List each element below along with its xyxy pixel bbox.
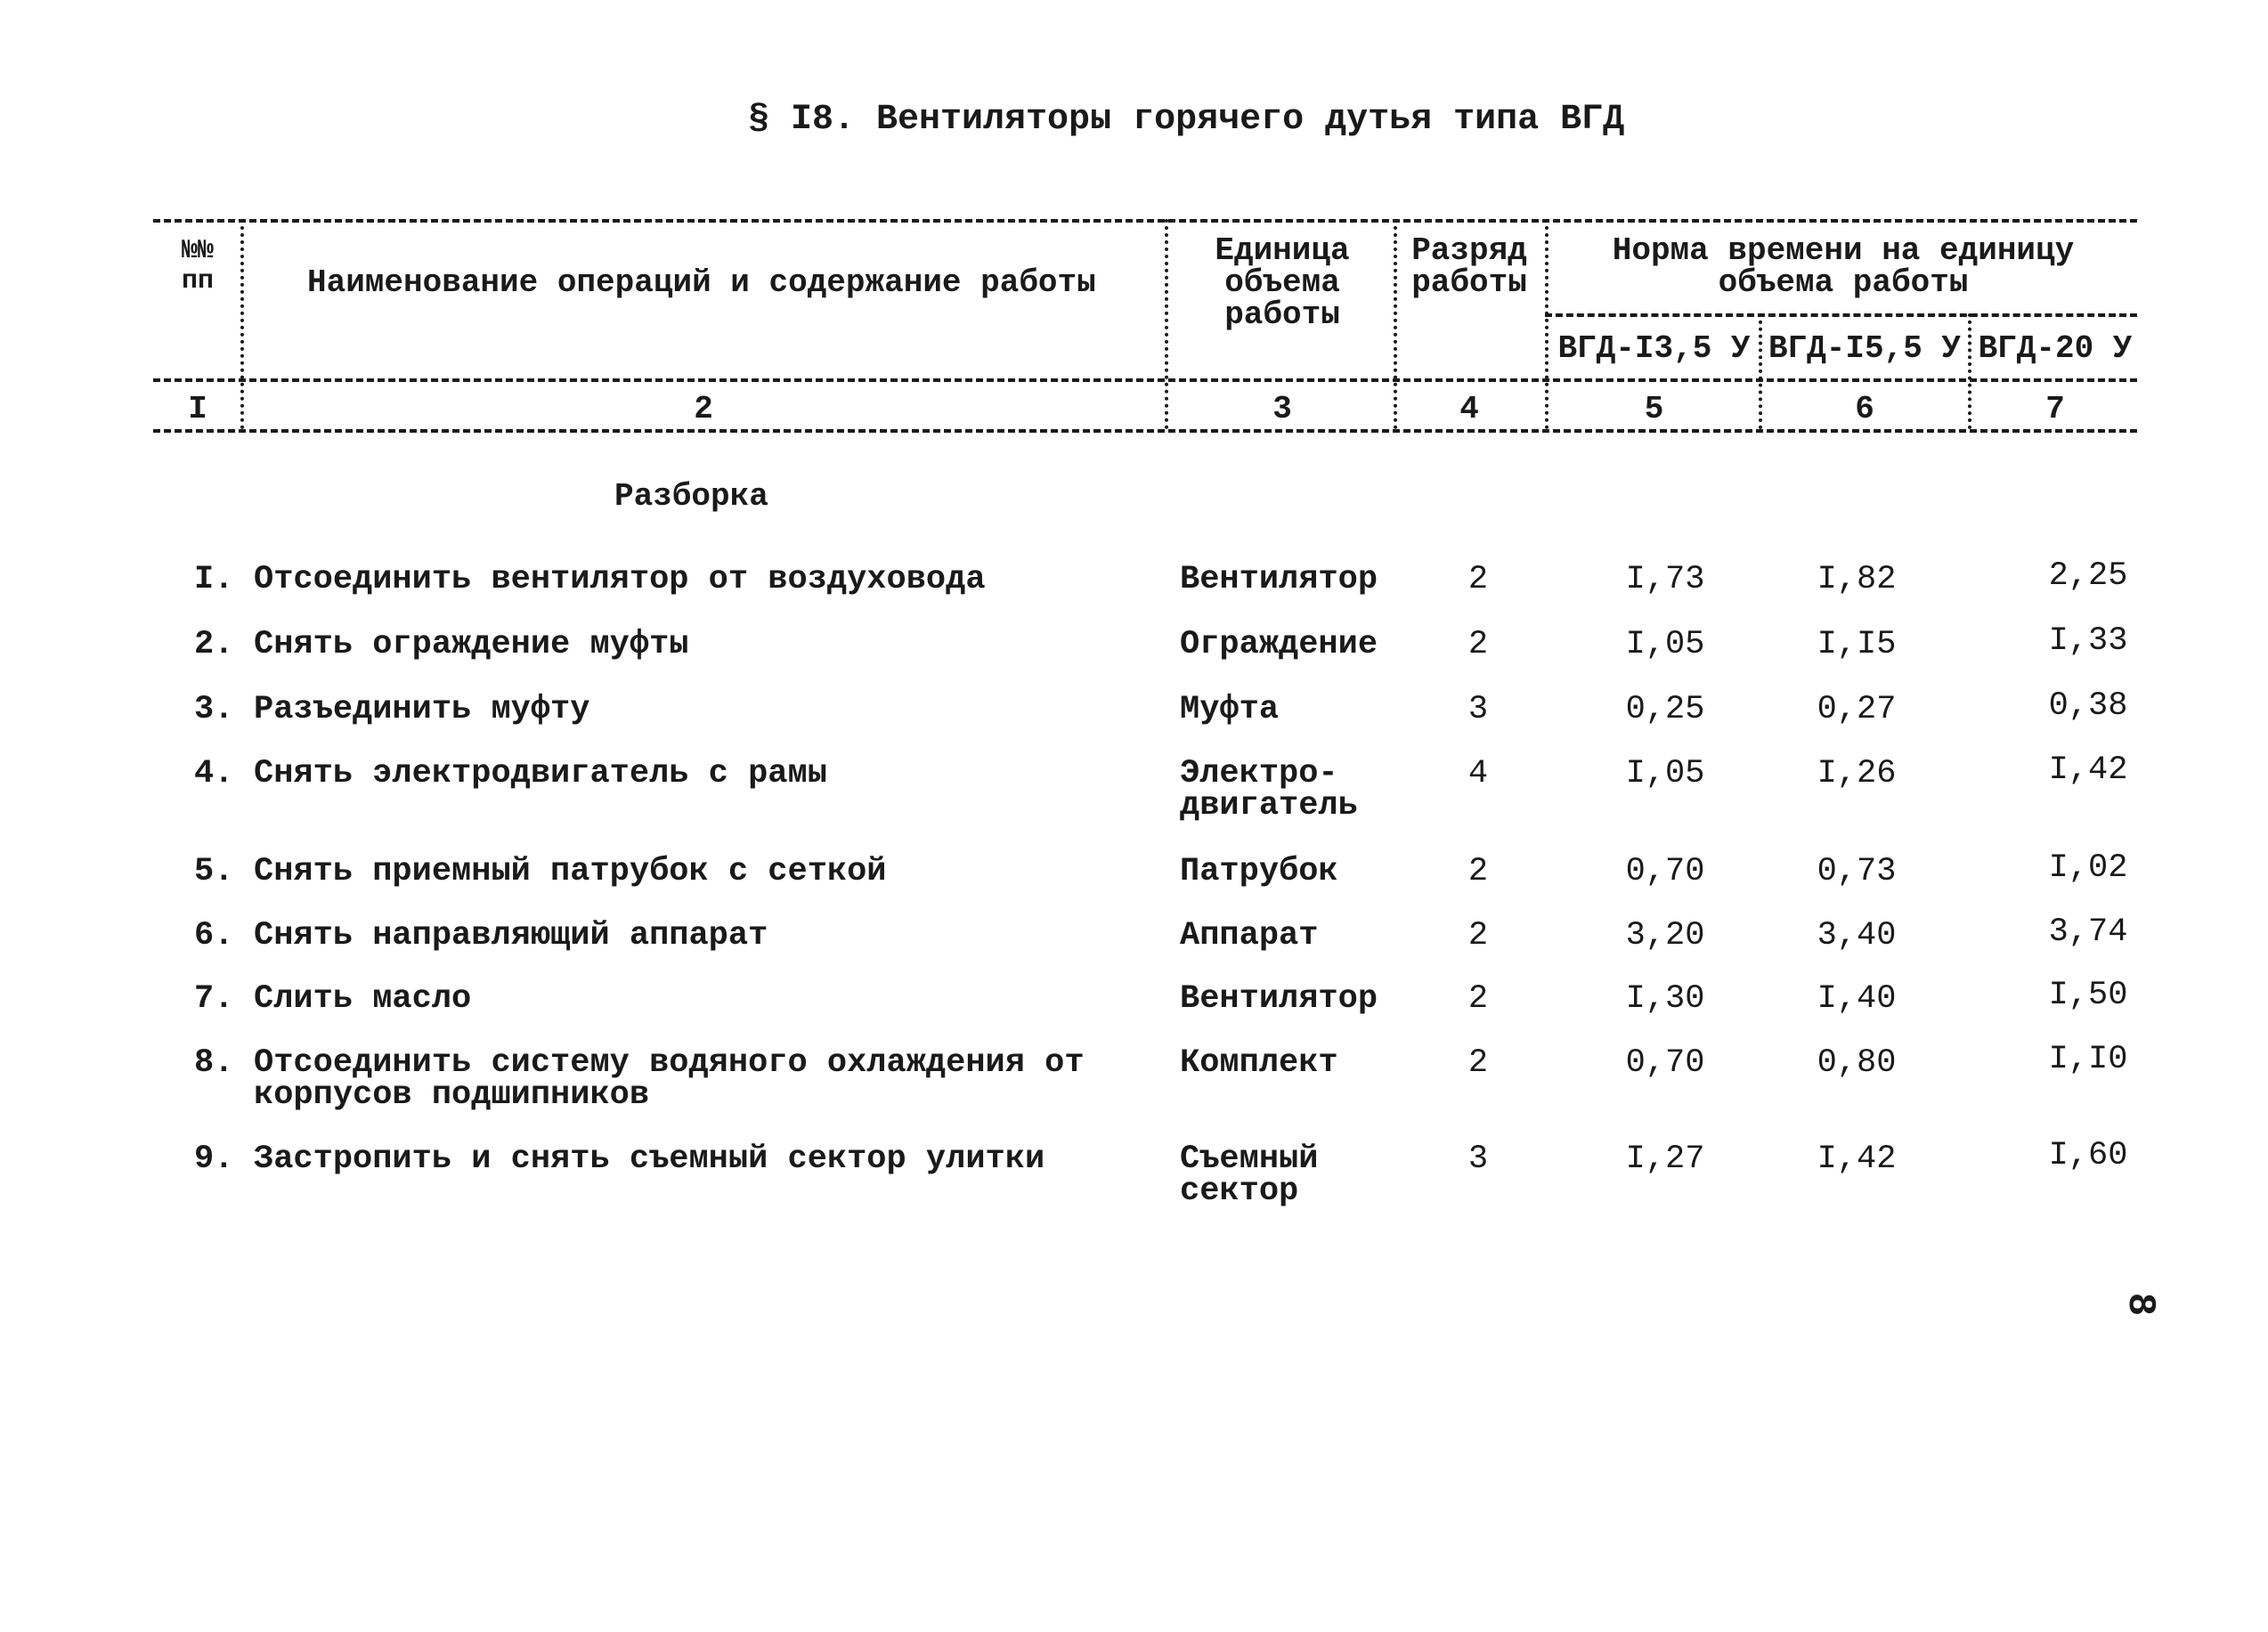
grade-value: 4 <box>1467 755 1489 792</box>
header-model-2: ВГД-I5,5 У <box>1768 330 1962 367</box>
operation-text: Слить масло <box>254 980 472 1018</box>
unit-text: Вентилятор <box>1180 980 1378 1018</box>
unit-text: Электро- <box>1180 755 1338 792</box>
row-number: 6. <box>194 917 234 954</box>
norm-value-vgd-15-5: I,26 <box>1817 755 1897 792</box>
header-grade-line2: работы <box>1411 264 1527 301</box>
unit-text: Вентилятор <box>1180 561 1378 598</box>
norm-value-vgd-15-5: 0,80 <box>1817 1044 1897 1082</box>
header-unit-line1: Единица <box>1215 232 1350 269</box>
operation-text: корпусов подшипников <box>254 1076 650 1114</box>
grade-value: 2 <box>1467 1044 1489 1082</box>
header-operation: Наименование операций и содержание работы <box>307 264 1096 301</box>
operation-text: Отсоединить вентилятор от воздуховода <box>254 561 986 598</box>
header-model-1: ВГД-I3,5 У <box>1557 330 1751 367</box>
unit-text: сектор <box>1180 1173 1299 1210</box>
norm-value-vgd-15-5: I,42 <box>1817 1141 1897 1178</box>
norm-value-vgd-15-5: 0,73 <box>1817 853 1897 890</box>
header-top-rule <box>153 219 2137 223</box>
grade-value: 2 <box>1467 626 1489 663</box>
col-number-3: 3 <box>1272 391 1292 427</box>
col-number-4: 4 <box>1459 391 1479 427</box>
section-heading: Разборка <box>614 478 768 515</box>
unit-text: Съемный <box>1180 1141 1319 1178</box>
col-sep-3 <box>1394 219 1397 429</box>
col-sep-4 <box>1545 219 1549 429</box>
numbers-bottom-rule <box>153 429 2137 433</box>
unit-text: Комплект <box>1180 1044 1338 1082</box>
norm-value-vgd-20: I,02 <box>2048 849 2128 887</box>
norm-value-vgd-20: I,60 <box>2048 1137 2128 1174</box>
grade-value: 2 <box>1467 853 1489 890</box>
col-sep-2 <box>1165 219 1168 429</box>
norm-value-vgd-13-5: I,05 <box>1625 755 1705 792</box>
operation-text: Снять приемный патрубок с сеткой <box>254 853 887 890</box>
header-model-3: ВГД-20 У <box>1978 330 2133 367</box>
header-num-line1: №№ <box>181 236 214 266</box>
unit-text: двигатель <box>1180 787 1358 824</box>
header-unit-line2: объема <box>1224 264 1340 301</box>
norm-value-vgd-13-5: 3,20 <box>1625 917 1705 954</box>
col-number-1: I <box>188 391 207 427</box>
operation-text: Снять направляющий аппарат <box>254 917 768 954</box>
norm-value-vgd-15-5: 3,40 <box>1817 917 1897 954</box>
header-num-line2: пп <box>181 266 214 296</box>
norm-value-vgd-13-5: I,30 <box>1625 980 1705 1018</box>
page-number: 8 <box>2118 1292 2163 1317</box>
operation-text: Застропить и снять съемный сектор улитки <box>254 1141 1045 1178</box>
header-sub-rule <box>1545 313 2137 317</box>
norm-value-vgd-20: I,33 <box>2048 622 2128 660</box>
norm-value-vgd-20: I,42 <box>2048 751 2128 789</box>
header-bottom-rule <box>153 378 2137 382</box>
norm-value-vgd-13-5: 0,70 <box>1625 1044 1705 1082</box>
unit-text: Аппарат <box>1180 917 1319 954</box>
grade-value: 2 <box>1467 980 1489 1018</box>
norm-value-vgd-20: I,I0 <box>2048 1041 2128 1078</box>
norm-value-vgd-20: I,50 <box>2048 977 2128 1014</box>
row-number: 2. <box>194 626 234 663</box>
header-norm-line2: объема работы <box>1718 264 1969 301</box>
row-number: I. <box>194 561 234 598</box>
row-number: 9. <box>194 1141 234 1178</box>
norm-value-vgd-13-5: 0,70 <box>1625 853 1705 890</box>
norm-value-vgd-20: 2,25 <box>2048 557 2128 595</box>
col-number-5: 5 <box>1644 391 1664 427</box>
grade-value: 3 <box>1467 1141 1489 1178</box>
norm-value-vgd-20: 3,74 <box>2048 913 2128 951</box>
header-unit-line3: работы <box>1224 296 1340 333</box>
operation-text: Разъединить муфту <box>254 691 590 728</box>
norm-value-vgd-13-5: I,27 <box>1625 1141 1705 1178</box>
grade-value: 2 <box>1467 561 1489 598</box>
norm-value-vgd-13-5: 0,25 <box>1625 691 1705 728</box>
row-number: 4. <box>194 755 234 792</box>
norm-value-vgd-15-5: 0,27 <box>1817 691 1897 728</box>
norm-value-vgd-13-5: I,73 <box>1625 561 1705 598</box>
operation-text: Снять электродвигатель с рамы <box>254 755 827 792</box>
norm-value-vgd-13-5: I,05 <box>1625 626 1705 663</box>
row-number: 3. <box>194 691 234 728</box>
unit-text: Патрубок <box>1180 853 1338 890</box>
header-grade-line1: Разряд <box>1411 232 1527 269</box>
row-number: 8. <box>194 1044 234 1082</box>
row-number: 7. <box>194 980 234 1018</box>
row-number: 5. <box>194 853 234 890</box>
operation-text: Снять ограждение муфты <box>254 626 689 663</box>
unit-text: Муфта <box>1180 691 1280 728</box>
norm-value-vgd-15-5: I,82 <box>1817 561 1897 598</box>
header-norm-line1: Норма времени на единицу <box>1612 232 2075 269</box>
grade-value: 3 <box>1467 691 1489 728</box>
operation-text: Отсоединить систему водяного охлаждения от <box>254 1044 1085 1082</box>
col-number-6: 6 <box>1855 391 1874 427</box>
norm-value-vgd-20: 0,38 <box>2048 687 2128 725</box>
col-sep-1 <box>240 219 244 429</box>
col-number-2: 2 <box>694 391 713 427</box>
page-title: § I8. Вентиляторы горячего дутья типа ВГД <box>748 100 1625 140</box>
col-number-7: 7 <box>2045 391 2065 427</box>
norm-value-vgd-15-5: I,40 <box>1817 980 1897 1018</box>
grade-value: 2 <box>1467 917 1489 954</box>
unit-text: Ограждение <box>1180 626 1378 663</box>
norm-value-vgd-15-5: I,I5 <box>1817 626 1897 663</box>
